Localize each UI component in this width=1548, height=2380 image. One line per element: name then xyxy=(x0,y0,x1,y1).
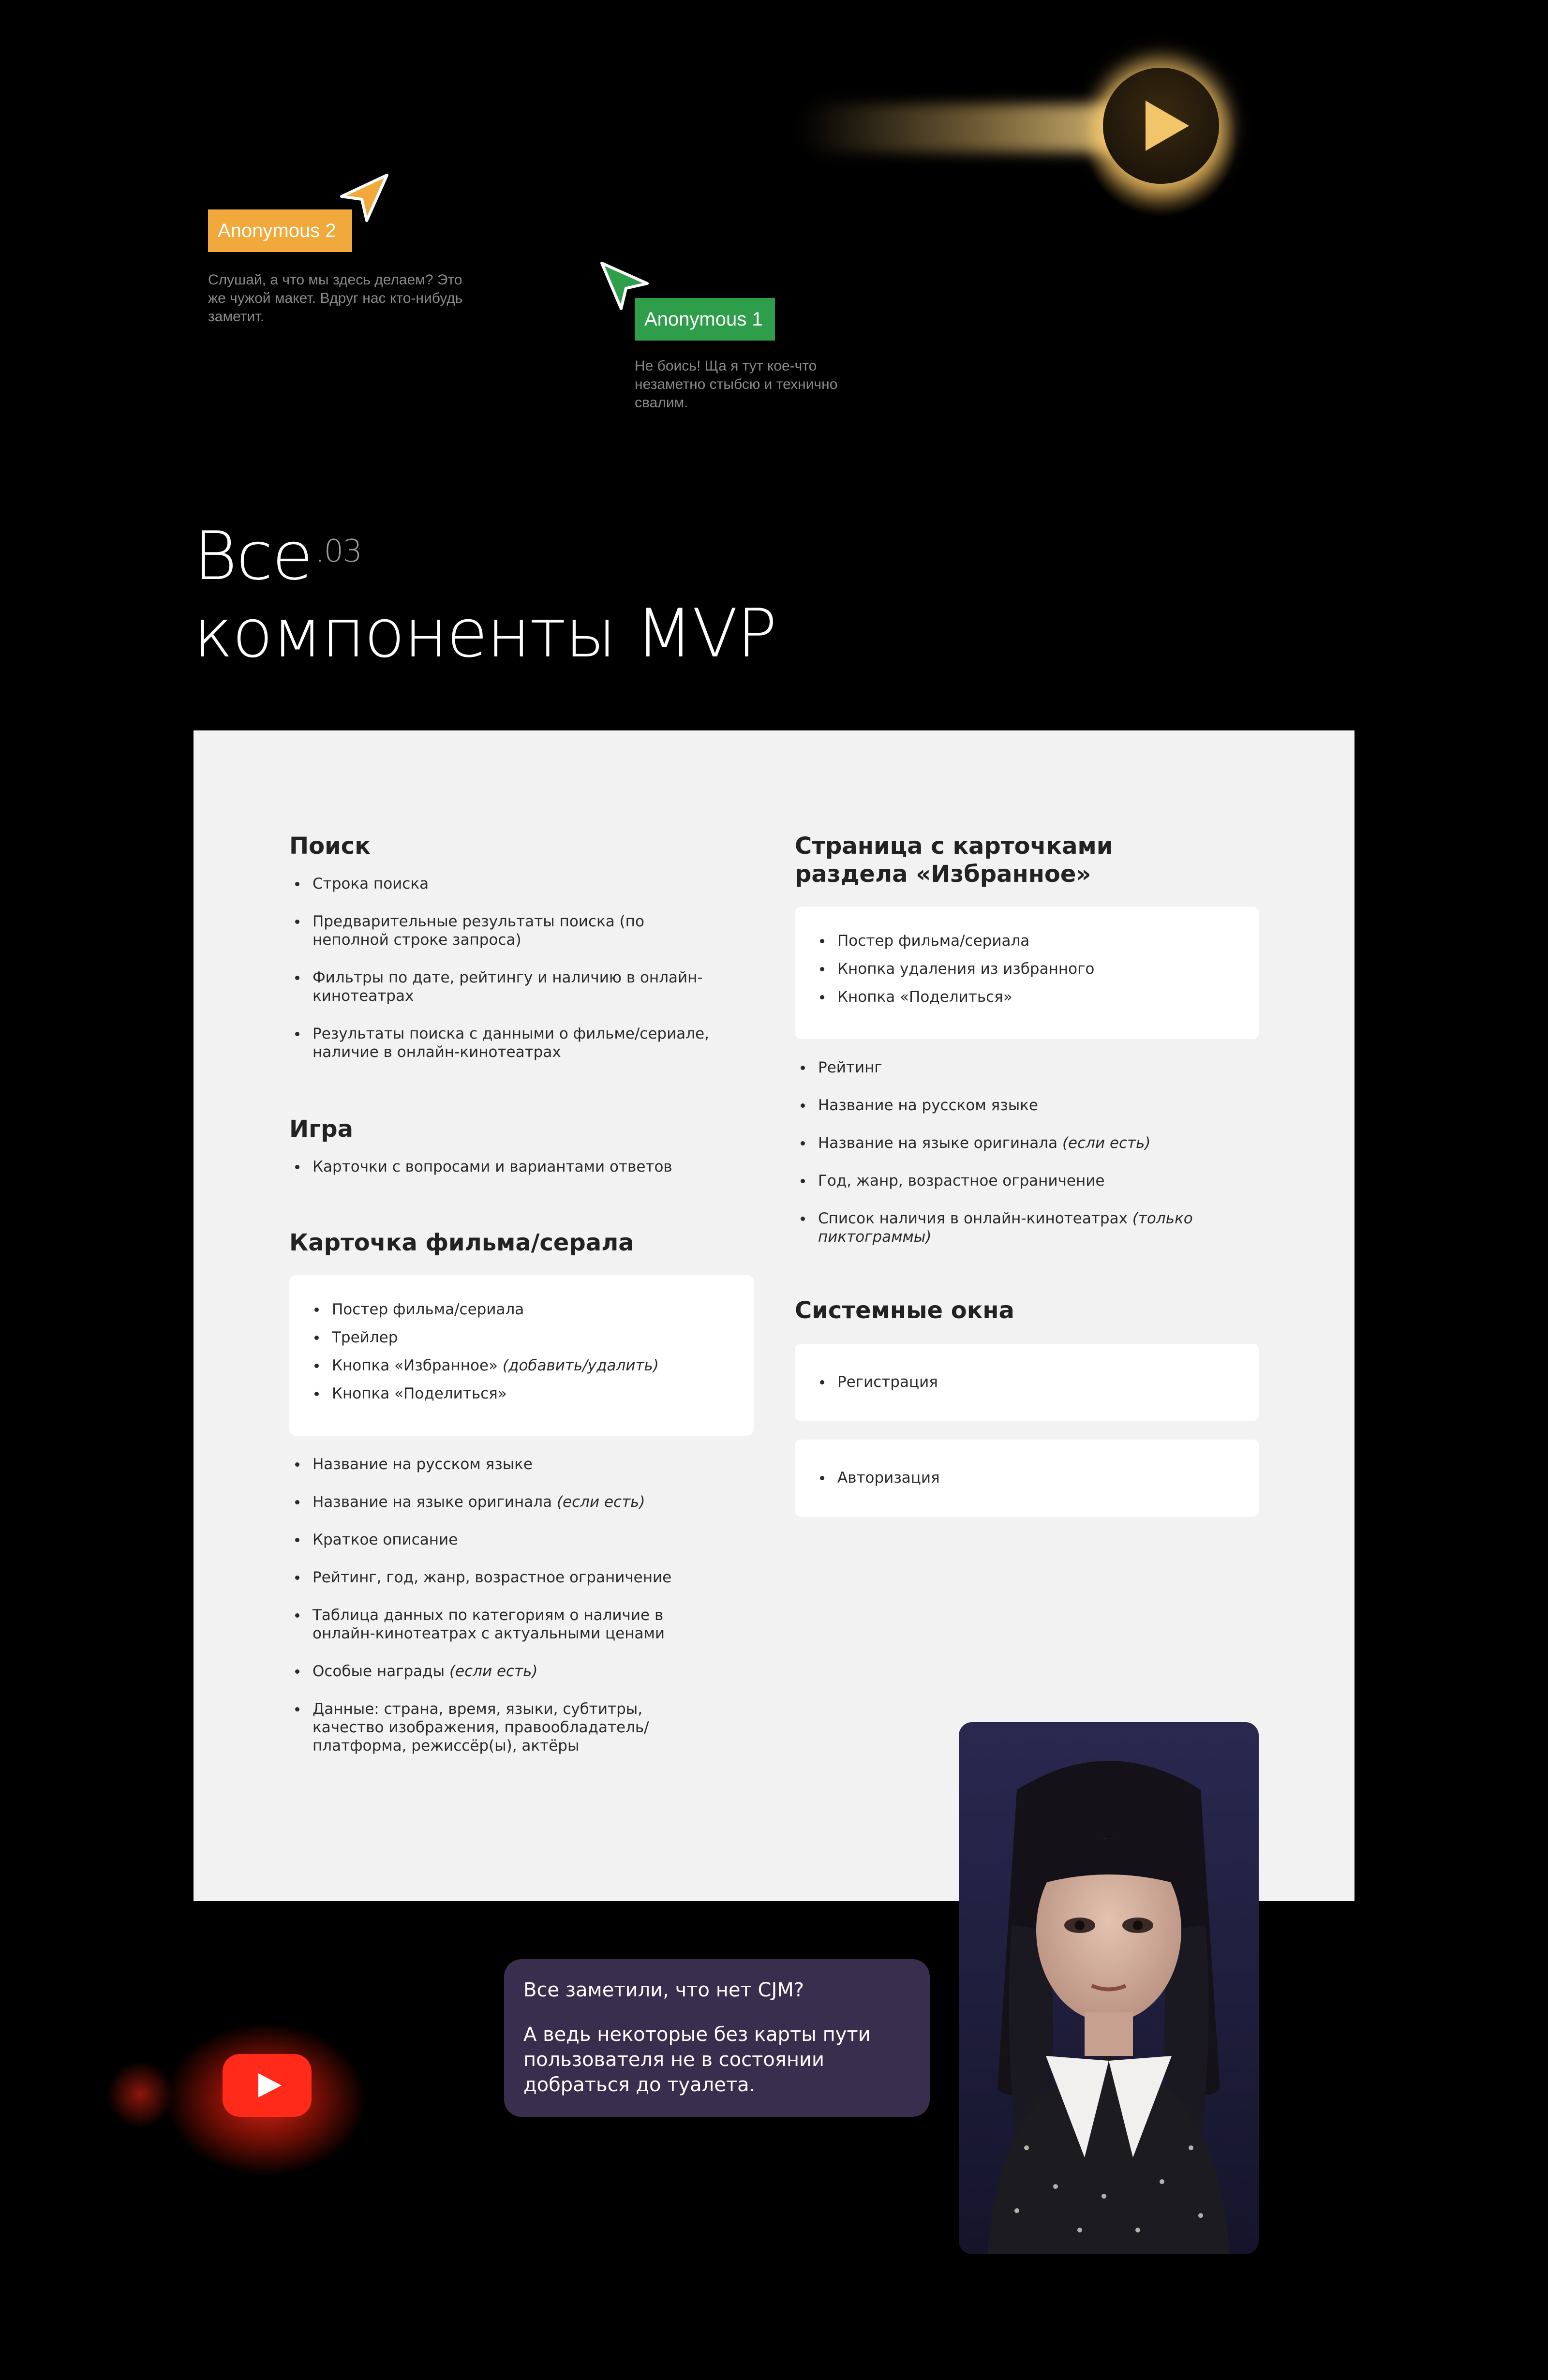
item-note: (добавить/удалить) xyxy=(502,1357,659,1374)
list-item: Год, жанр, возрастное ограничение xyxy=(795,1172,1259,1190)
item-note: (если есть) xyxy=(1062,1134,1151,1152)
authorization-card xyxy=(795,1440,1259,1517)
play-button[interactable] xyxy=(1103,68,1219,184)
title-line-2: компоненты MVP xyxy=(194,595,776,672)
game-title: Игра xyxy=(289,1116,353,1143)
search-title: Поиск xyxy=(289,833,371,860)
list-item: Название на русском языке xyxy=(289,1455,754,1473)
list-item xyxy=(795,1134,1259,1152)
item-text: Особые награды xyxy=(313,1663,445,1680)
favorites-card-list xyxy=(814,932,1240,1006)
anonymous-1-label: Anonymous 1 xyxy=(635,298,775,341)
system-title: Системные окна xyxy=(795,1297,1014,1324)
movie-card-section xyxy=(289,1229,754,1774)
registration-card xyxy=(795,1344,1259,1421)
list-item: Кнопка «Поделиться» xyxy=(814,988,1240,1006)
list-item: Краткое описание xyxy=(289,1531,754,1549)
list-item xyxy=(289,1662,754,1681)
list-item: Постер фильма/сериала xyxy=(309,1300,734,1319)
list-item xyxy=(289,1493,754,1511)
favorites-list xyxy=(795,1058,1259,1246)
anonymous-2-note: Слушай, а что мы здесь делаем? Это же чужой макет. Вдруг нас кто-нибудь заметит. xyxy=(208,272,463,325)
search-list xyxy=(289,875,754,1061)
list-item: Таблица данных по категориям о наличие в онлайн-кинотеатрах с актуальными ценами xyxy=(289,1606,719,1643)
list-item: Результаты поиска с данными о фильме/сериале, наличие в онлайн-кинотеатрах xyxy=(289,1025,719,1061)
system-section xyxy=(795,1296,1259,1517)
movie-card-title: Карточка фильма/серала xyxy=(289,1229,634,1256)
list-item: Кнопка «Поделиться» xyxy=(309,1384,734,1403)
list-item: Трейлер xyxy=(309,1328,734,1347)
list-item xyxy=(309,1356,734,1375)
play-icon xyxy=(1103,68,1219,184)
list-item: Кнопка удаления из избранного xyxy=(814,960,1240,978)
list-item: Строка поиска xyxy=(289,875,754,893)
favorites-card-box xyxy=(795,907,1259,1039)
item-text: Название на языке оригинала xyxy=(818,1134,1058,1152)
movie-card-list xyxy=(289,1455,754,1755)
item-note: (только пиктограммы) xyxy=(818,1210,1193,1246)
list-item: Карточки с вопросами и вариантами ответов xyxy=(289,1158,754,1176)
item-note: (если есть) xyxy=(556,1493,645,1511)
title-line-1: Все xyxy=(194,517,313,595)
item-text: Кнопка «Избранное» xyxy=(332,1357,498,1374)
anonymous-1-note: Не боись! Ща я тут кое-что незаметно стыбсю и технично свалим. xyxy=(635,358,838,411)
youtube-play-icon xyxy=(223,2054,312,2117)
list-item xyxy=(795,1209,1224,1246)
list-item: Название на русском языке xyxy=(795,1096,1259,1115)
search-section xyxy=(289,832,754,1081)
list-item: Рейтинг, год, жанр, возрастное ограничение xyxy=(289,1568,754,1587)
youtube-glow-small xyxy=(106,2061,174,2128)
game-list xyxy=(289,1158,754,1176)
list-item: Регистрация xyxy=(814,1373,1240,1391)
chat-bubble xyxy=(504,1959,930,2117)
favorites-title: Страница с карточками раздела «Избранное» xyxy=(795,833,1113,888)
youtube-button[interactable] xyxy=(223,2054,312,2117)
authorization-list xyxy=(814,1469,1240,1487)
movie-card-box xyxy=(289,1275,754,1436)
movie-card-box-list xyxy=(309,1300,734,1403)
item-text: Название на языке оригинала xyxy=(313,1493,552,1511)
list-item: Фильтры по дате, рейтингу и наличию в онлайн-кинотеатрах xyxy=(289,968,709,1005)
registration-list xyxy=(814,1373,1240,1391)
list-item: Предварительные результаты поиска (по неполной строке запроса) xyxy=(289,912,709,949)
bubble-line-1: Все заметили, что нет CJM? xyxy=(523,1979,804,2001)
list-item: Постер фильма/сериала xyxy=(814,932,1240,950)
list-item: Данные: страна, время, языки, субтитры, качество изображения, правообладатель/платформа, режиссёр(ы), актёры xyxy=(289,1700,709,1755)
favorites-section xyxy=(795,832,1259,1265)
item-text: Список наличия в онлайн-кинотеатрах xyxy=(818,1210,1128,1227)
portrait-image xyxy=(959,1722,1259,2254)
portrait-illustration xyxy=(959,1722,1259,2254)
anonymous-2-label: Anonymous 2 xyxy=(208,209,352,252)
section-number: .03 xyxy=(315,534,361,569)
list-item: Авторизация xyxy=(814,1469,1240,1487)
bubble-line-2: А ведь некоторые без карты пути пользователя не в состоянии добраться до туалета. xyxy=(523,2023,871,2096)
page-title xyxy=(194,518,776,672)
list-item: Рейтинг xyxy=(795,1058,1259,1077)
game-section xyxy=(289,1115,754,1195)
item-note: (если есть) xyxy=(449,1663,538,1680)
